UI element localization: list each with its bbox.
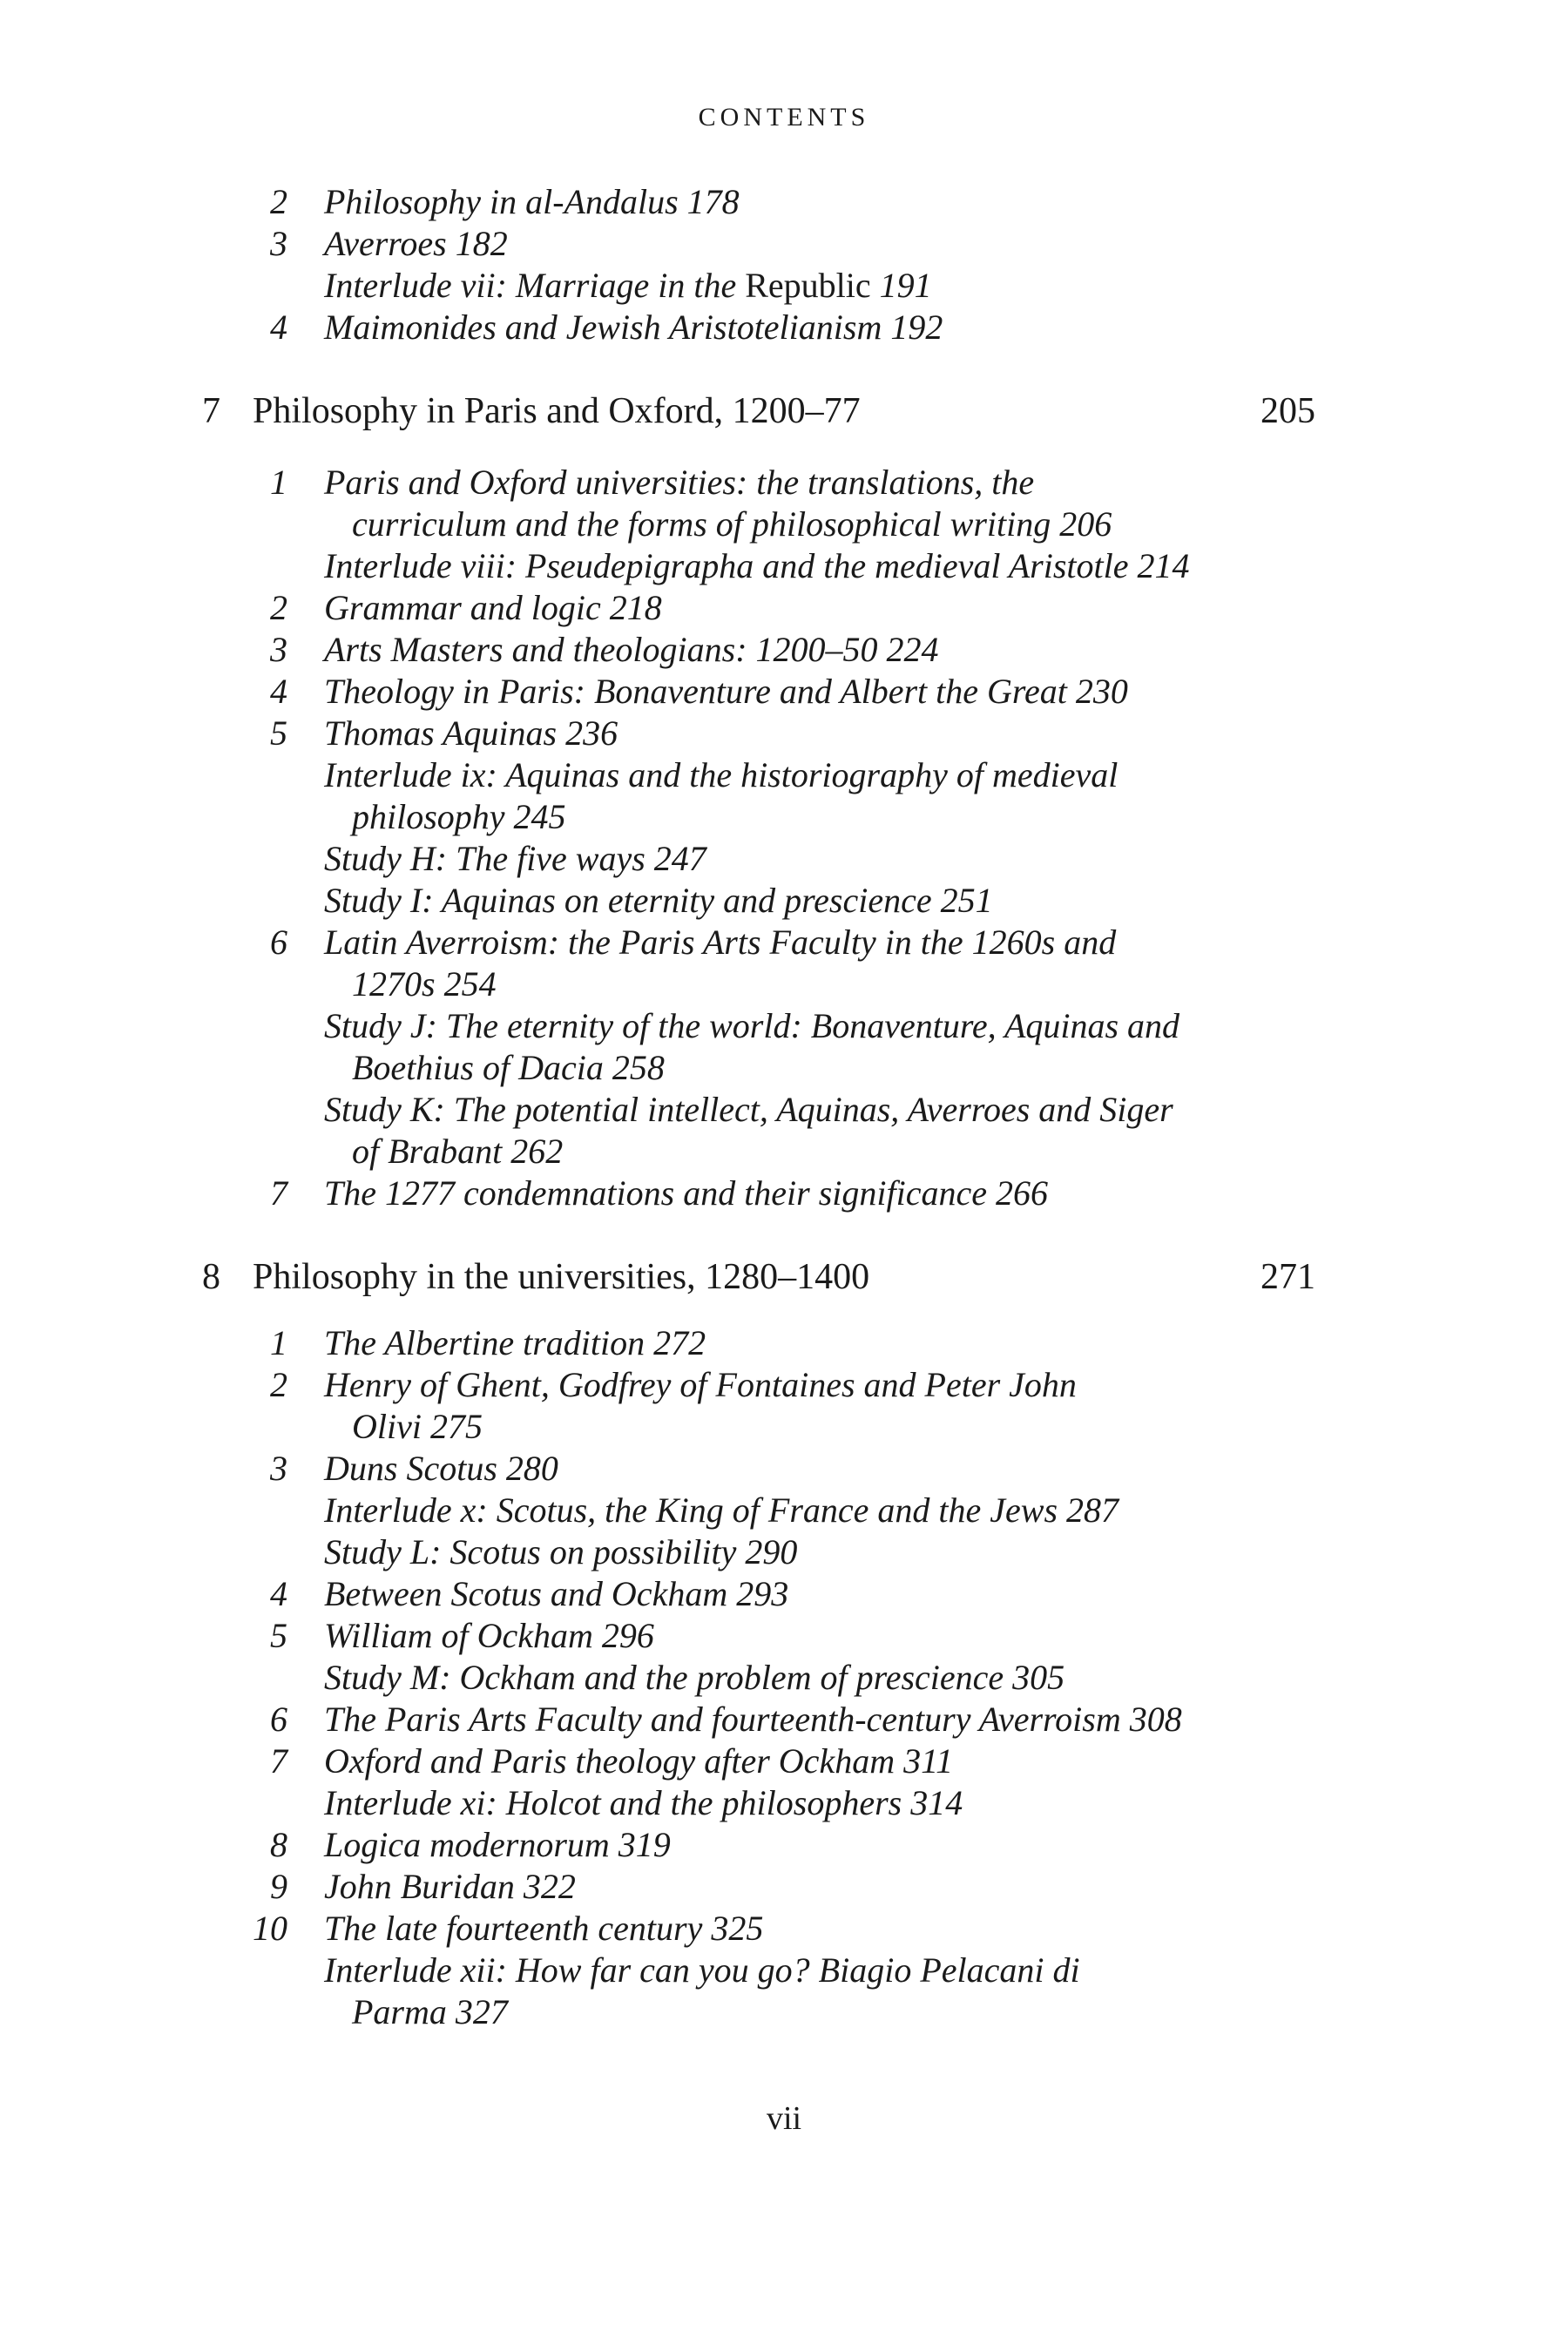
- chapter-number: 8: [202, 1257, 220, 1297]
- entry-number: 8: [270, 1825, 287, 1864]
- toc-entry: Interlude x: Scotus, the King of France and the Jews 287: [324, 1490, 1119, 1530]
- entry-number: 3: [270, 630, 287, 669]
- toc-entry: Latin Averroism: the Paris Arts Faculty in the 1260s and: [324, 923, 1117, 962]
- entry-number: 1: [270, 463, 287, 502]
- entry-number: 10: [253, 1909, 287, 1948]
- toc-entry: Oxford and Paris theology after Ockham 311: [324, 1741, 954, 1781]
- page-number: vii: [766, 2100, 802, 2137]
- toc-entry-continuation: 1270s 254: [352, 964, 497, 1004]
- chapter-title: Philosophy in Paris and Oxford, 1200–77: [253, 391, 861, 431]
- entry-number: 2: [270, 588, 287, 627]
- toc-entry: Philosophy in al-Andalus 178: [324, 182, 740, 221]
- running-header: CONTENTS: [698, 103, 870, 132]
- entry-text: Interlude vii: Marriage in the: [324, 266, 746, 305]
- toc-entry: Study K: The potential intellect, Aquinas, Averroes and Siger: [324, 1090, 1173, 1129]
- chapter-page: 271: [1260, 1257, 1315, 1297]
- chapter-page: 205: [1260, 391, 1315, 431]
- toc-entry: Theology in Paris: Bonaventure and Albert the Great 230: [324, 672, 1128, 711]
- toc-entry: Interlude ix: Aquinas and the historiography of medieval: [324, 755, 1119, 794]
- entry-number: 9: [270, 1867, 287, 1906]
- entry-number: 3: [270, 1449, 287, 1488]
- toc-entry: William of Ockham 296: [324, 1616, 654, 1655]
- toc-entry: Thomas Aquinas 236: [324, 713, 618, 753]
- toc-entry: Maimonides and Jewish Aristotelianism 192: [324, 308, 943, 347]
- chapter-title: Philosophy in the universities, 1280–1400: [253, 1257, 870, 1297]
- toc-entry-continuation: Olivi 275: [352, 1407, 483, 1446]
- toc-entry: Study M: Ockham and the problem of prescience 305: [324, 1658, 1065, 1697]
- toc-entry: Averroes 182: [324, 224, 508, 263]
- entry-number: 2: [270, 182, 287, 221]
- entry-number: 5: [270, 1616, 287, 1655]
- entry-number: 7: [270, 1173, 287, 1213]
- toc-entry: Study J: The eternity of the world: Bonaventure, Aquinas and: [324, 1006, 1180, 1045]
- entry-number: 5: [270, 713, 287, 753]
- entry-number: 4: [270, 672, 287, 711]
- chapter-number: 7: [202, 391, 220, 431]
- toc-entry-continuation: Parma 327: [352, 1992, 508, 2031]
- toc-entry: Between Scotus and Ockham 293: [324, 1574, 789, 1613]
- entry-number: 3: [270, 224, 287, 263]
- toc-entry: Interlude xii: How far can you go? Biagio Pelacani di: [324, 1950, 1080, 1990]
- toc-entry: The 1277 condemnations and their significance 266: [324, 1173, 1049, 1213]
- toc-entry-continuation: of Brabant 262: [352, 1132, 564, 1171]
- toc-entry: Henry of Ghent, Godfrey of Fontaines and Peter John: [324, 1365, 1077, 1404]
- toc-entry: Arts Masters and theologians: 1200–50 224: [324, 630, 939, 669]
- entry-page: 191: [870, 266, 932, 305]
- toc-entry: The late fourteenth century 325: [324, 1909, 764, 1948]
- toc-entry: John Buridan 322: [324, 1867, 576, 1906]
- entry-number: 7: [270, 1741, 287, 1781]
- toc-entry: Duns Scotus 280: [324, 1449, 558, 1488]
- toc-entry-continuation: philosophy 245: [352, 797, 566, 836]
- toc-entry: Interlude viii: Pseudepigrapha and the medieval Aristotle 214: [324, 546, 1190, 585]
- toc-entry: Grammar and logic 218: [324, 588, 662, 627]
- toc-entry: Interlude xi: Holcot and the philosophers 314: [324, 1783, 963, 1822]
- toc-entry: The Albertine tradition 272: [324, 1323, 706, 1362]
- toc-entry-continuation: curriculum and the forms of philosophical writing 206: [352, 504, 1112, 544]
- entry-number: 1: [270, 1323, 287, 1362]
- entry-number: 4: [270, 308, 287, 347]
- toc-entry: Study L: Scotus on possibility 290: [324, 1532, 798, 1571]
- entry-title-roman: Republic: [745, 266, 871, 305]
- toc-entry-continuation: Boethius of Dacia 258: [352, 1048, 665, 1087]
- toc-entry: The Paris Arts Faculty and fourteenth-century Averroism 308: [324, 1700, 1182, 1739]
- toc-entry: Logica modernorum 319: [324, 1825, 671, 1864]
- toc-entry: Study I: Aquinas on eternity and prescience 251: [324, 881, 993, 920]
- toc-entry: Paris and Oxford universities: the translations, the: [324, 463, 1035, 502]
- entry-number: 6: [270, 923, 287, 962]
- entry-number: 2: [270, 1365, 287, 1404]
- entry-number: 4: [270, 1574, 287, 1613]
- entry-number: 6: [270, 1700, 287, 1739]
- toc-entry: Study H: The five ways 247: [324, 839, 706, 878]
- toc-entry: [324, 265, 932, 307]
